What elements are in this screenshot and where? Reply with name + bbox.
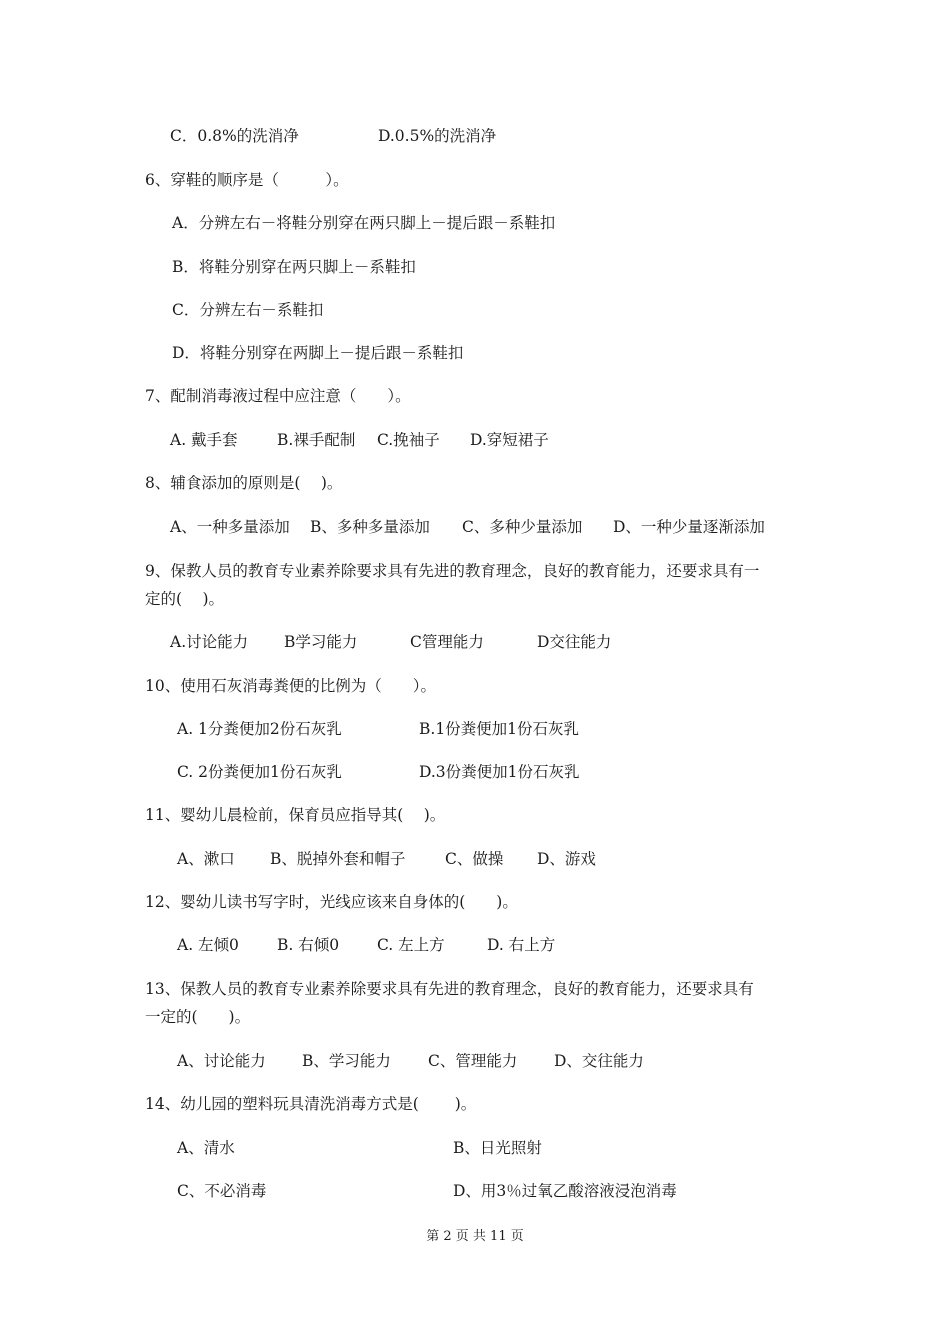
q9-option-b: B学习能力	[284, 633, 358, 651]
q9-stem-line1: 9、保教人员的教育专业素养除要求具有先进的教育理念，良好的教育能力，还要求具有一	[145, 562, 760, 580]
q8-option-a: A、一种多量添加	[170, 518, 290, 536]
q11-option-d: D、游戏	[537, 850, 596, 868]
q5-option-d: D.0.5%的洗消净	[378, 127, 497, 145]
q11-option-c: C、做操	[445, 850, 504, 868]
q14-option-d: D、用3％过氧乙酸溶液浸泡消毒	[453, 1182, 677, 1200]
q6-option-c: C．分辨左右－系鞋扣	[172, 301, 324, 319]
q10-option-d: D.3份粪便加1份石灰乳	[419, 763, 580, 781]
q7-option-b: B.裸手配制	[277, 431, 356, 449]
q9-stem-line2: 定的( )。	[145, 590, 225, 608]
q13-option-d: D、交往能力	[554, 1052, 644, 1070]
q7-stem: 7、配制消毒液过程中应注意（ ）。	[145, 387, 411, 405]
q9-option-d: D交往能力	[537, 633, 612, 651]
q9-option-a: A.讨论能力	[170, 633, 249, 651]
q6-option-d: D．将鞋分别穿在两脚上－提后跟－系鞋扣	[172, 344, 464, 362]
q10-option-b: B.1份粪便加1份石灰乳	[419, 720, 580, 738]
q12-option-c: C. 左上方	[377, 936, 445, 954]
q13-option-a: A、讨论能力	[177, 1052, 266, 1070]
q11-option-b: B、脱掉外套和帽子	[270, 850, 406, 868]
q14-option-a: A、清水	[177, 1139, 235, 1157]
q10-stem: 10、使用石灰消毒粪便的比例为（ ）。	[145, 677, 436, 695]
q10-option-a: A. 1分粪便加2份石灰乳	[177, 720, 342, 738]
q6-option-a: A．分辨左右－将鞋分别穿在两只脚上－提后跟－系鞋扣	[172, 214, 556, 232]
q7-option-a: A. 戴手套	[170, 431, 238, 449]
q12-option-a: A. 左倾0	[177, 936, 239, 954]
q14-option-b: B、日光照射	[453, 1139, 542, 1157]
q14-stem: 14、幼儿园的塑料玩具清洗消毒方式是( )。	[145, 1095, 477, 1113]
q11-stem: 11、婴幼儿晨检前，保育员应指导其( )。	[145, 806, 446, 824]
q8-option-d: D、一种少量逐渐添加	[613, 518, 765, 536]
q10-option-c: C. 2份粪便加1份石灰乳	[177, 763, 342, 781]
q12-option-b: B. 右倾0	[277, 936, 340, 954]
q8-option-c: C、多种少量添加	[462, 518, 583, 536]
q13-stem-line2: 一定的( )。	[145, 1008, 251, 1026]
q13-option-c: C、管理能力	[428, 1052, 518, 1070]
q11-option-a: A、漱口	[177, 850, 235, 868]
page-number-footer: 第 2 页 共 11 页	[426, 1229, 524, 1244]
q6-stem: 6、穿鞋的顺序是（ ）。	[145, 171, 349, 189]
q8-stem: 8、辅食添加的原则是( )。	[145, 474, 343, 492]
q7-option-d: D.穿短裙子	[470, 431, 549, 449]
q13-option-b: B、学习能力	[302, 1052, 391, 1070]
q6-option-b: B．将鞋分别穿在两只脚上－系鞋扣	[172, 258, 416, 276]
q5-option-c: C．0.8%的洗消净	[170, 127, 299, 145]
q12-option-d: D. 右上方	[487, 936, 556, 954]
q14-option-c: C、不必消毒	[177, 1182, 267, 1200]
q13-stem-line1: 13、保教人员的教育专业素养除要求具有先进的教育理念，良好的教育能力，还要求具有	[145, 980, 754, 998]
q9-option-c: C管理能力	[410, 633, 484, 651]
q7-option-c: C.挽袖子	[377, 431, 440, 449]
q12-stem: 12、婴幼儿读书写字时，光线应该来自身体的( )。	[145, 893, 518, 911]
q8-option-b: B、多种多量添加	[310, 518, 430, 536]
